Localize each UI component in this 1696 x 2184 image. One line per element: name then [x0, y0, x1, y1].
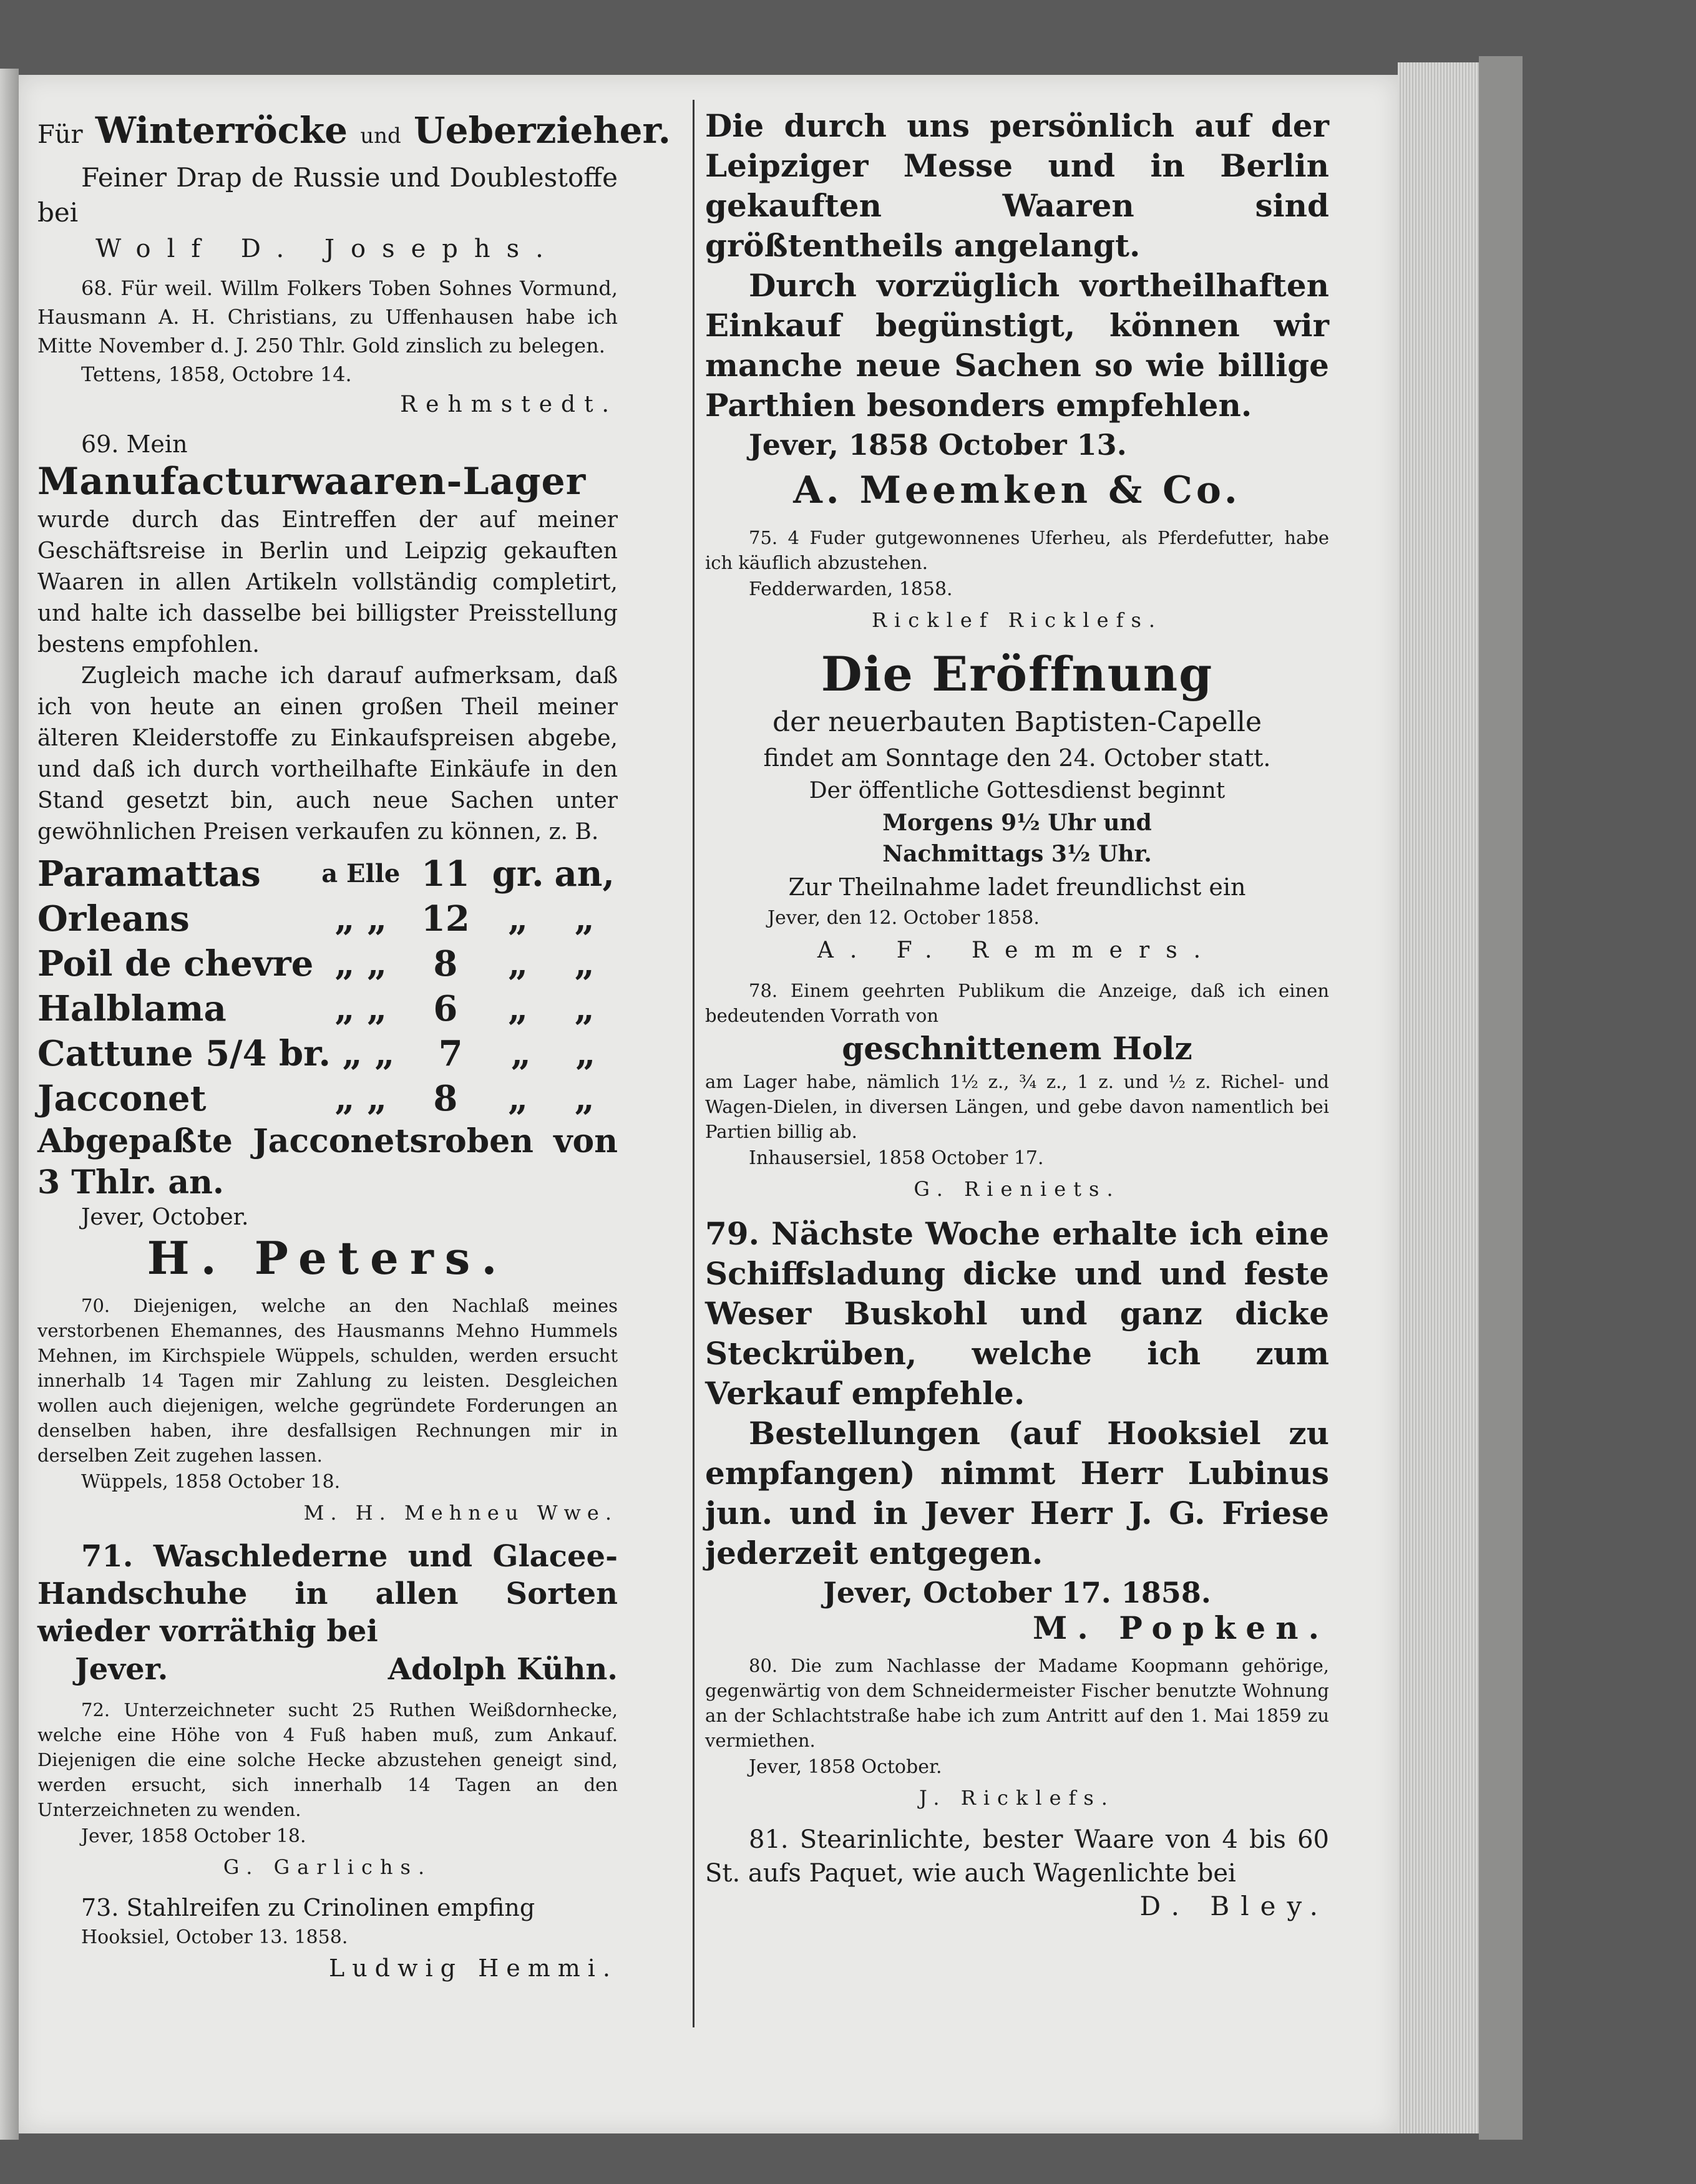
price-value: 12 [421, 898, 470, 939]
price-value: 6 [433, 988, 458, 1029]
ad-winterroecke [37, 106, 671, 268]
price-suffix: an, [554, 853, 615, 895]
ad-75-sign: Ricklef Ricklefs. [871, 608, 1163, 632]
ad-77-sub: der neuerbauten Baptisten-Capelle [772, 706, 1262, 738]
price-unit: „ „ [334, 943, 387, 984]
ad-69-num: 69. Mein [81, 430, 188, 458]
price-suffix: „ [574, 1078, 595, 1119]
book-cover-edge [1479, 56, 1523, 2140]
ad-77-sign: A. F. Remmers. [817, 938, 1217, 963]
price-item: Cattune 5/4 br. [37, 1033, 331, 1074]
price-row [37, 896, 618, 941]
price-row [37, 852, 618, 896]
price-item: Poil de chevre [37, 943, 314, 984]
headline-end: Ueberzieher. [414, 109, 671, 152]
price-unit: „ „ [334, 898, 387, 939]
ad-71-body: 71. Waschlederne und Glacee-Handschuhe in allen Sorten wieder vorräthig bei [37, 1539, 618, 1649]
ad-69-body2: Zugleich mache ich darauf aufmerksam, daß ich von heute an einen großen Theil meiner älteren Kleiderstoffe zu Einkaufspreisen abgebe, und daß ich durch vortheilhafte Einkäufe in den Stand gesetzt bin, auch neue Sachen unter gewöhnlichen Preisen verkaufen zu können, z. B. [37, 663, 618, 845]
price-item: Orleans [37, 898, 190, 939]
ad-79-body1: 79. Nächste Woche erhalte ich eine Schiffsladung dicke und und feste Weser Buskohl und ganz dicke Steckrüben, welche ich zum Verkauf empfehle. [705, 1215, 1329, 1412]
price-currency: „ [508, 1078, 529, 1119]
price-row [37, 1031, 618, 1076]
ad-winterroecke-body: Feiner Drap de Russie und Doublestoffe bei [37, 162, 618, 228]
ad-73-sign: Ludwig Hemmi. [328, 1954, 618, 1982]
price-currency: „ [510, 1033, 532, 1074]
ad-71-place: Jever. [75, 1652, 168, 1687]
headline-mid: und [360, 124, 401, 148]
price-unit: a Elle [321, 859, 401, 888]
ad-72-place: Jever, 1858 October 18. [81, 1825, 306, 1847]
ad-70-place: Wüppels, 1858 October 18. [81, 1471, 341, 1493]
price-value: 8 [433, 943, 458, 984]
ad-79-place: Jever, October 17. 1858. [823, 1576, 1211, 1609]
price-item: Jacconet [37, 1078, 207, 1119]
ad-73 [37, 1892, 618, 1984]
price-currency: gr. [492, 853, 544, 895]
ad-81 [705, 1823, 1329, 1923]
ad-80 [705, 1653, 1329, 1814]
ad-79-body2: Bestellungen (auf Hooksiel zu empfangen) nimmt Herr Lubinus jun. und in Jever Herr J. G. Friese jederzeit entgegen. [705, 1415, 1329, 1571]
price-suffix: „ [574, 898, 595, 939]
price-item: Halblama [37, 988, 227, 1029]
ad-72 [37, 1697, 618, 1883]
ad-77 [705, 645, 1329, 969]
ad-68-sign: Rehmstedt. [400, 392, 618, 417]
price-row [37, 1076, 618, 1121]
ad-69-place: Jever, October. [81, 1205, 249, 1230]
price-suffix: „ [575, 1033, 596, 1074]
ad-77-invite: Zur Theilnahme ladet freundlichst ein [788, 873, 1246, 901]
column-divider [693, 100, 694, 2027]
ad-68-place: Tettens, 1858, Octobre 14. [81, 362, 352, 386]
headline-pre: Für [37, 120, 83, 149]
ad-80-body: 80. Die zum Nachlasse der Madame Koopmann gehörige, gegenwärtig von dem Schneidermeister Fischer benutzte Wohnung an der Schlachtstraße habe ich zum Antritt auf den 1. Mai 1859 zu vermiethen. [705, 1655, 1329, 1751]
price-unit: „ „ [342, 1033, 395, 1074]
ad-80-sign: J. Ricklefs. [919, 1786, 1115, 1810]
ad-79-sign: M. Popken. [1033, 1609, 1329, 1646]
left-column [37, 106, 671, 1993]
ad-77-place: Jever, den 12. October 1858. [768, 907, 1040, 929]
book-page-edges [1398, 62, 1479, 2133]
price-currency: „ [508, 988, 529, 1029]
ad-72-body: 72. Unterzeichneter sucht 25 Ruthen Weißdornhecke, welche eine Höhe von 4 Fuß haben muß, zum Ankauf. Diejenigen die eine solche Hecke abzustehen geneigt sind, werden ersucht, sich innerhalb 14 Tagen an den Unterzeichneten zu wenden. [37, 1699, 618, 1820]
ad-73-place: Hooksiel, October 13. 1858. [81, 1926, 348, 1948]
ad-71-sign: Adolph Kühn. [387, 1652, 618, 1687]
ad-71 [37, 1538, 618, 1689]
price-item: Paramattas [37, 853, 261, 895]
price-currency: „ [508, 943, 529, 984]
ad-78-sign: G. Rieniets. [914, 1177, 1121, 1201]
ad-72-sign: G. Garlichs. [223, 1855, 432, 1879]
ad-78-body: am Lager habe, nämlich 1½ z., ¾ z., 1 z. und ½ z. Richel- und Wagen-Dielen, in diversen Längen, und gebe davon namentlich bei Partien billig ab. [705, 1071, 1329, 1142]
ad-78-place: Inhausersiel, 1858 October 17. [749, 1147, 1044, 1169]
ad-74-place: Jever, 1858 October 13. [749, 428, 1127, 462]
ad-69-headline: Manufacturwaaren-Lager [37, 460, 587, 503]
price-value: 11 [421, 853, 470, 895]
ad-73-body: 73. Stahlreifen zu Crinolinen empfing [81, 1894, 535, 1921]
price-unit: „ „ [334, 988, 387, 1029]
ad-70 [37, 1293, 618, 1529]
price-value: 7 [438, 1033, 463, 1074]
ad-74 [705, 106, 1329, 517]
ad-70-sign: M. H. Mehneu Wwe. [303, 1501, 618, 1525]
ad-79 [705, 1214, 1329, 1644]
price-value: 8 [433, 1078, 458, 1119]
ad-75-place: Fedderwarden, 1858. [749, 578, 953, 600]
ad-75 [705, 525, 1329, 636]
ad-80-place: Jever, 1858 October. [749, 1756, 942, 1778]
ad-74-sign: A. Meemken & Co. [793, 468, 1241, 512]
ad-winterroecke-sign: Wolf D. Josephs. [95, 235, 560, 263]
right-column [705, 106, 1329, 1931]
ad-77-service: Der öffentliche Gottesdienst beginnt [809, 778, 1226, 803]
price-suffix: „ [574, 988, 595, 1029]
ad-74-body1: Die durch uns persönlich auf der Leipziger Messe und in Berlin gekauften Waaren sind größtentheils angelangt. [705, 107, 1329, 264]
ad-78 [705, 978, 1329, 1205]
price-currency: „ [508, 898, 529, 939]
ad-69-sign: H. Peters. [147, 1231, 509, 1284]
left-page-edge [0, 69, 19, 2140]
ad-74-body2: Durch vorzüglich vortheilhaften Einkauf begünstigt, können wir manche neue Sachen so wie billige Parthien besonders empfehlen. [705, 267, 1329, 424]
ad-68-body: 68. Für weil. Willm Folkers Toben Sohnes Vormund, Hausmann A. H. Christians, zu Uffenhausen habe ich Mitte November d. J. 250 Thlr. Gold zinslich zu belegen. [37, 276, 618, 357]
ad-77-date: findet am Sonntage den 24. October statt. [763, 744, 1271, 772]
ad-69 [37, 430, 618, 1284]
ad-75-body: 75. 4 Fuder gutgewonnenes Uferheu, als Pferdefutter, habe ich käuflich abzustehen. [705, 527, 1329, 573]
ad-78-headline: geschnittenem Holz [842, 1030, 1192, 1067]
headline-main: Winterröcke [95, 109, 348, 152]
ad-77-afternoon: Nachmittags 3½ Uhr. [882, 841, 1152, 867]
ad-77-morning: Morgens 9½ Uhr und [882, 810, 1152, 836]
ad-68 [37, 274, 618, 421]
ad-77-headline: Die Eröffnung [821, 646, 1214, 702]
ad-78-intro: 78. Einem geehrten Publikum die Anzeige, daß ich einen bedeutenden Vorrath von [705, 980, 1329, 1026]
price-list [37, 852, 618, 1121]
ad-70-body: 70. Diejenigen, welche an den Nachlaß meines verstorbenen Ehemannes, des Hausmanns Mehno Hummels Mehnen, im Kirchspiele Wüppels, schulden, werden ersucht innerhalb 14 Tagen mir Zahlung zu leisten. Desgleichen wollen auch diejenigen, welche gegründete Forderungen an denselben haben, ihre desfallsigen Rechnungen mir in derselben Zeit zugehen lassen. [37, 1295, 618, 1466]
price-suffix: „ [574, 943, 595, 984]
ad-81-sign: D. Bley. [1139, 1891, 1329, 1921]
price-unit: „ „ [334, 1078, 387, 1119]
price-row [37, 986, 618, 1031]
ad-69-body1: wurde durch das Eintreffen der auf meiner Geschäftsreise in Berlin und Leipzig gekauften Waaren in allen Artikeln vollständig completirt, und halte ich dasselbe bei billigster Preisstellung bestens empfohlen. [37, 507, 618, 658]
price-row [37, 941, 618, 986]
ad-69-robes: Abgepaßte Jacconetsroben von 3 Thlr. an. [37, 1122, 618, 1201]
ad-71-footer [37, 1650, 618, 1689]
ad-winterroecke-headline [37, 106, 671, 160]
ad-81-body: 81. Stearinlichte, bester Waare von 4 bis 60 St. aufs Paquet, wie auch Wagenlichte bei [705, 1825, 1329, 1888]
